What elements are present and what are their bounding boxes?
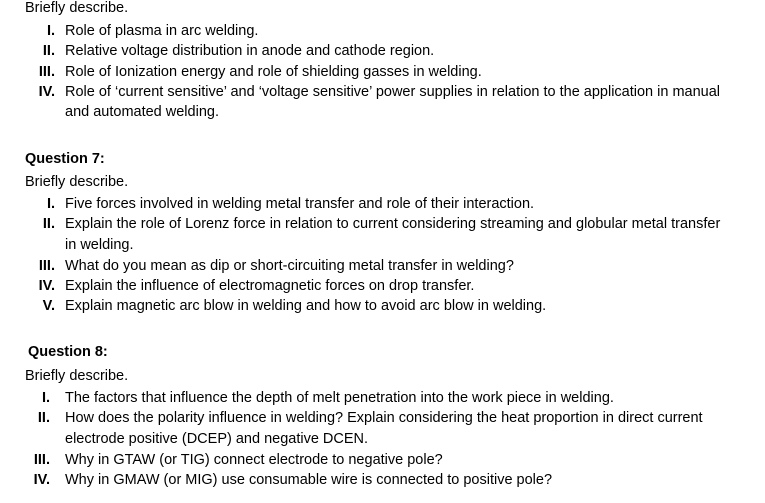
section7-intro: Briefly describe. [25, 174, 129, 190]
item-number: II. [42, 216, 55, 232]
item-text: Explain the influence of electromagnetic forces on drop transfer. [65, 278, 475, 294]
item-text: What do you mean as dip or short-circuiting metal transfer in welding? [65, 258, 514, 274]
item-text-continued: electrode positive (DCEP) and negative DCEN. [65, 431, 369, 447]
item-text-continued: and automated welding. [65, 104, 219, 120]
item-number: III. [33, 452, 50, 468]
item-number: II. [37, 410, 50, 426]
item-text: The factors that influence the depth of melt penetration into the work piece in welding. [65, 390, 614, 406]
item-text: Role of plasma in arc welding. [65, 23, 259, 39]
item-text: Why in GTAW (or TIG) connect electrode to negative pole? [65, 452, 443, 468]
item-text: Why in GMAW (or MIG) use consumable wire is connected to positive pole? [65, 472, 553, 488]
item-text: Relative voltage distribution in anode and cathode region. [65, 43, 435, 59]
item-number: IV. [33, 472, 50, 488]
item-number: I. [41, 390, 50, 406]
item-text: Explain the role of Lorenz force in relation to current considering streaming and globular metal transfer [65, 216, 721, 232]
item-text: Role of ‘current sensitive’ and ‘voltage sensitive’ power supplies in relation to the application in manual [65, 84, 721, 100]
item-number: V. [42, 298, 55, 314]
item-number: III. [38, 64, 55, 80]
item-number: IV. [38, 84, 55, 100]
item-text: How does the polarity influence in welding? Explain considering the heat proportion in direct current [65, 410, 703, 426]
item-text: Explain magnetic arc blow in welding and how to avoid arc blow in welding. [65, 298, 547, 314]
item-number: I. [46, 196, 55, 212]
item-text: Role of Ionization energy and role of shielding gasses in welding. [65, 64, 482, 80]
item-number: III. [38, 258, 55, 274]
item-number: IV. [38, 278, 55, 294]
question-8-heading: Question 8: [28, 344, 108, 360]
section8-intro: Briefly describe. [25, 368, 129, 384]
question-7-heading: Question 7: [25, 151, 105, 167]
item-text-continued: in welding. [65, 237, 134, 253]
item-number: I. [46, 23, 55, 39]
item-text: Five forces involved in welding metal transfer and role of their interaction. [65, 196, 535, 212]
item-number: II. [42, 43, 55, 59]
section6-intro: Briefly describe. [25, 0, 129, 16]
